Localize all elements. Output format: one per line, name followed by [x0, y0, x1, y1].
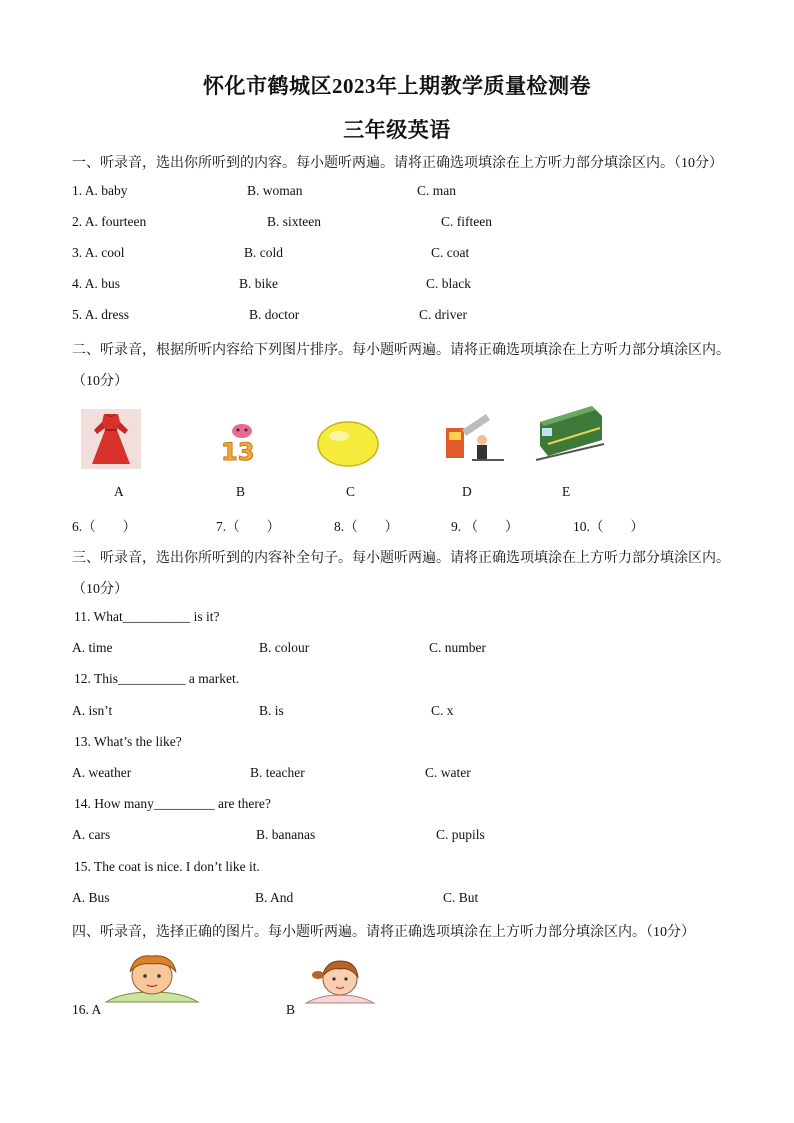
q16-option-a: 16. A	[72, 1002, 102, 1017]
exam-title: 怀化市鹤城区2023年上期教学质量检测卷	[203, 74, 591, 98]
q3-option-b: B. cold	[244, 245, 283, 260]
picture-label-e: E	[562, 484, 571, 499]
q10-blank: 10.（ ）	[573, 519, 644, 534]
q13-option-c: C. water	[425, 765, 471, 780]
doctor-icon	[442, 410, 510, 466]
picture-label-a: A	[114, 484, 124, 499]
q11-option-a: A. time	[72, 640, 113, 655]
q11-option-b: B. colour	[259, 640, 310, 655]
q4-option-c: C. black	[426, 276, 471, 291]
boy-icon	[102, 952, 202, 1004]
q14-option-c: C. pupils	[436, 827, 485, 842]
svg-text:13: 13	[221, 438, 255, 464]
picture-label-b: B	[236, 484, 246, 499]
q15-option-c: C. But	[443, 890, 479, 905]
q13-option-b: B. teacher	[250, 765, 305, 780]
q2-option-b: B. sixteen	[267, 214, 321, 229]
q4-option-b: B. bike	[239, 276, 278, 291]
part3-heading: 三、听录音，选出你所听到的内容补全句子。每小题听两遍。请将正确选项填涂在上方听力部分填涂区内。	[72, 551, 730, 566]
q11-option-c: C. number	[429, 640, 486, 655]
exam-subtitle: 三年级英语	[343, 118, 451, 142]
picture-label-c: C	[346, 484, 356, 499]
part3-score: （10分）	[72, 582, 128, 597]
lemon-icon	[315, 418, 381, 470]
q2-option-a: 2. A. fourteen	[72, 214, 147, 229]
q5-option-a: 5. A. dress	[72, 307, 129, 322]
number-13-icon	[218, 422, 268, 464]
part4-heading: 四、听录音，选择正确的图片。每小题听两遍。请将正确选项填涂在上方听力部分填涂区内。（10分）	[72, 925, 695, 940]
picture-label-d: D	[462, 484, 472, 499]
part2-heading: 二、听录音，根据所听内容给下列图片排序。每小题听两遍。请将正确选项填涂在上方听力部分填涂区内。	[72, 343, 730, 358]
q6-blank: 6.（ ）	[72, 519, 137, 534]
part2-score: （10分）	[72, 374, 128, 389]
q8-blank: 8.（ ）	[334, 519, 399, 534]
q1-option-b: B. woman	[247, 183, 303, 198]
q12-stem: 12. This__________ a market.	[74, 671, 240, 686]
q14-option-b: B. bananas	[256, 827, 316, 842]
q4-option-a: 4. A. bus	[72, 276, 121, 291]
q13-option-a: A. weather	[72, 765, 132, 780]
q11-stem: 11. What__________ is it?	[74, 609, 220, 624]
q12-option-c: C. x	[431, 703, 454, 718]
q15-stem: 15. The coat is nice. I don’t like it.	[74, 859, 260, 874]
train-icon	[534, 400, 606, 464]
q1-option-c: C. man	[417, 183, 456, 198]
q13-stem: 13. What’s the like?	[74, 734, 182, 749]
q3-option-a: 3. A. cool	[72, 245, 125, 260]
part1-heading: 一、听录音，选出你所听到的内容。每小题听两遍。请将正确选项填涂在上方听力部分填涂区内。（10分）	[72, 156, 723, 171]
q14-option-a: A. cars	[72, 827, 111, 842]
q12-option-b: B. is	[259, 703, 284, 718]
q7-blank: 7.（ ）	[216, 519, 281, 534]
q2-option-c: C. fifteen	[441, 214, 492, 229]
q14-stem: 14. How many_________ are there?	[74, 796, 271, 811]
q5-option-c: C. driver	[419, 307, 467, 322]
q5-option-b: B. doctor	[249, 307, 300, 322]
dress-icon	[80, 408, 142, 470]
q3-option-c: C. coat	[431, 245, 470, 260]
q15-option-a: A. Bus	[72, 890, 110, 905]
q15-option-b: B. And	[255, 890, 294, 905]
q16-option-b: B	[286, 1002, 296, 1017]
q1-option-a: 1. A. baby	[72, 183, 128, 198]
q9-blank: 9. （ ）	[451, 519, 519, 534]
q12-option-a: A. isn’t	[72, 703, 113, 718]
girl-icon	[296, 957, 384, 1005]
